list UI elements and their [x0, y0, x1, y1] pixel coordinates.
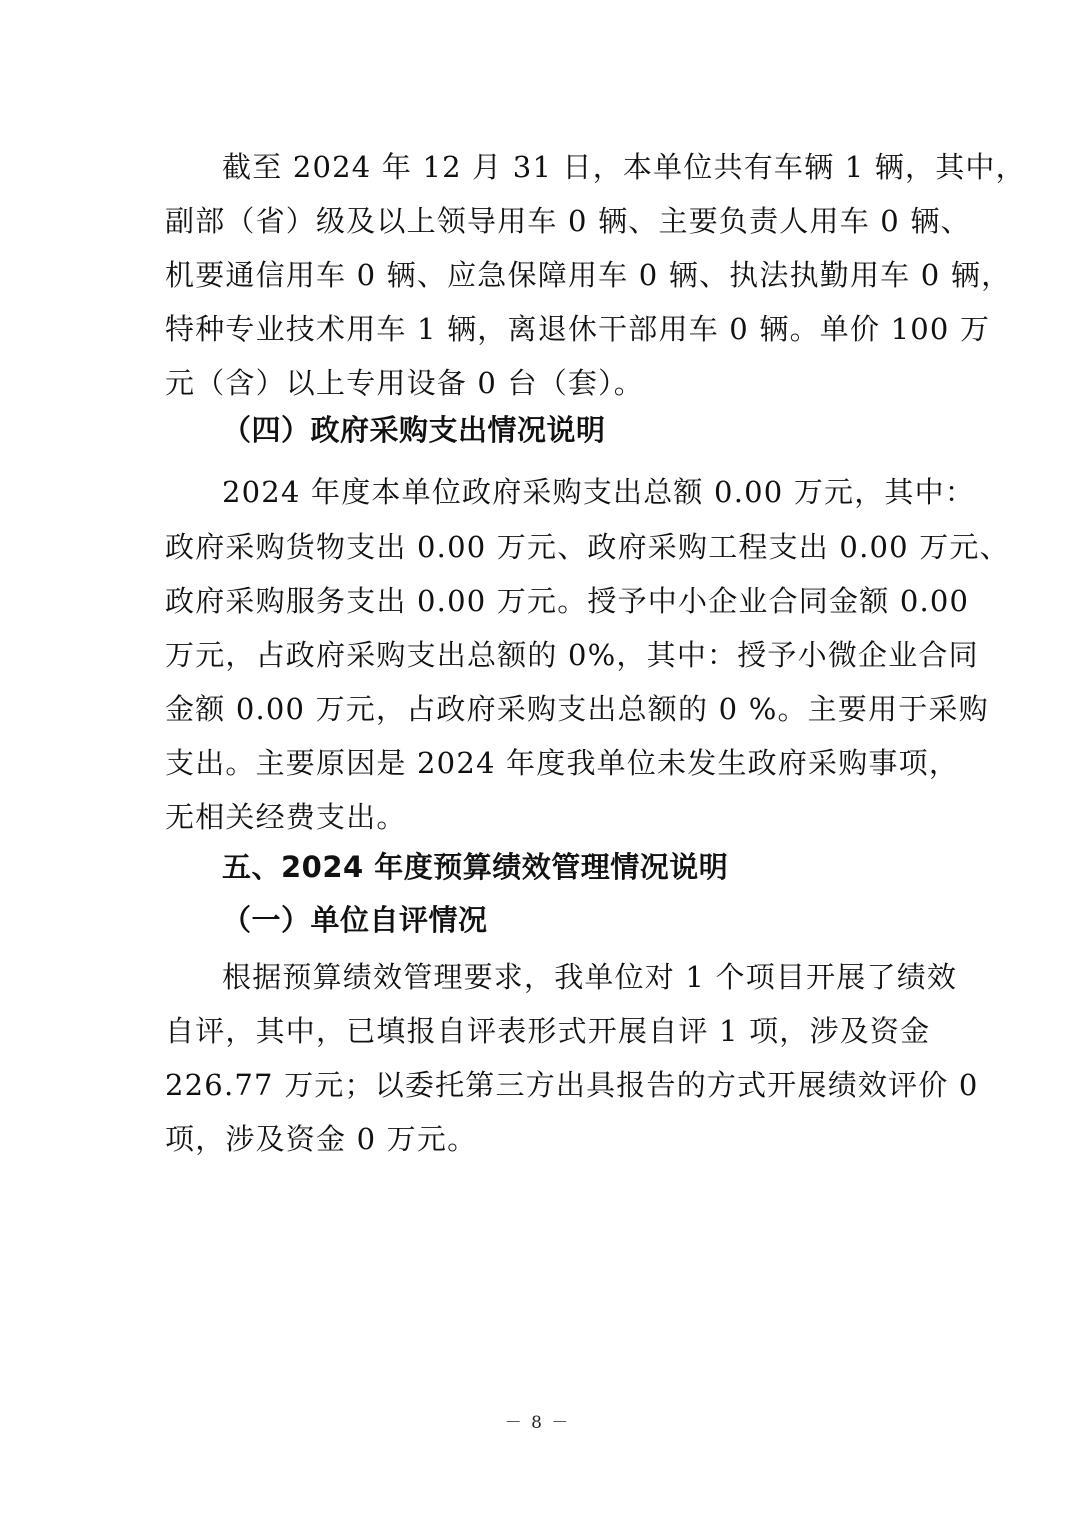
- page-number: － 8 －: [504, 1413, 571, 1433]
- paragraph-line: 226.77 万元；以委托第三方出具报告的方式开展绩效评价 0: [165, 1068, 979, 1102]
- paragraph-line: 特种专业技术用车 1 辆，离退休干部用车 0 辆。单价 100 万: [165, 312, 991, 346]
- paragraph-line: 支出。主要原因是 2024 年度我单位未发生政府采购事项，: [165, 746, 960, 780]
- section-heading: （一）单位自评情况: [222, 903, 488, 937]
- paragraph-line: 政府采购服务支出 0.00 万元。授予中小企业合同金额 0.00: [165, 584, 970, 618]
- chapter-heading: 五、2024 年度预算绩效管理情况说明: [222, 850, 729, 884]
- paragraph-line: 副部（省）级及以上领导用车 0 辆、主要负责人用车 0 辆、: [165, 204, 971, 238]
- paragraph-line: 2024 年度本单位政府采购支出总额 0.00 万元，其中：: [222, 475, 976, 509]
- section-heading: （四）政府采购支出情况说明: [222, 413, 606, 447]
- paragraph-line: 无相关经费支出。: [165, 800, 407, 834]
- paragraph-line: 截至 2024 年 12 月 31 日，本单位共有车辆 1 辆，其中，: [222, 150, 1026, 184]
- paragraph-line: 机要通信用车 0 辆、应急保障用车 0 辆、执法执勤用车 0 辆，: [165, 258, 1012, 292]
- paragraph-line: 万元，占政府采购支出总额的 0%，其中：授予小微企业合同: [165, 638, 979, 672]
- paragraph-line: 项，涉及资金 0 万元。: [165, 1122, 478, 1156]
- paragraph-line: 自评，其中，已填报自评表形式开展自评 1 项，涉及资金: [165, 1014, 931, 1048]
- paragraph-line: 元（含）以上专用设备 0 台（套）。: [165, 366, 644, 400]
- paragraph-line: 金额 0.00 万元，占政府采购支出总额的 0 %。主要用于采购: [165, 692, 989, 726]
- paragraph-line: 根据预算绩效管理要求，我单位对 1 个项目开展了绩效: [222, 960, 958, 994]
- paragraph-line: 政府采购货物支出 0.00 万元、政府采购工程支出 0.00 万元、: [165, 530, 1010, 564]
